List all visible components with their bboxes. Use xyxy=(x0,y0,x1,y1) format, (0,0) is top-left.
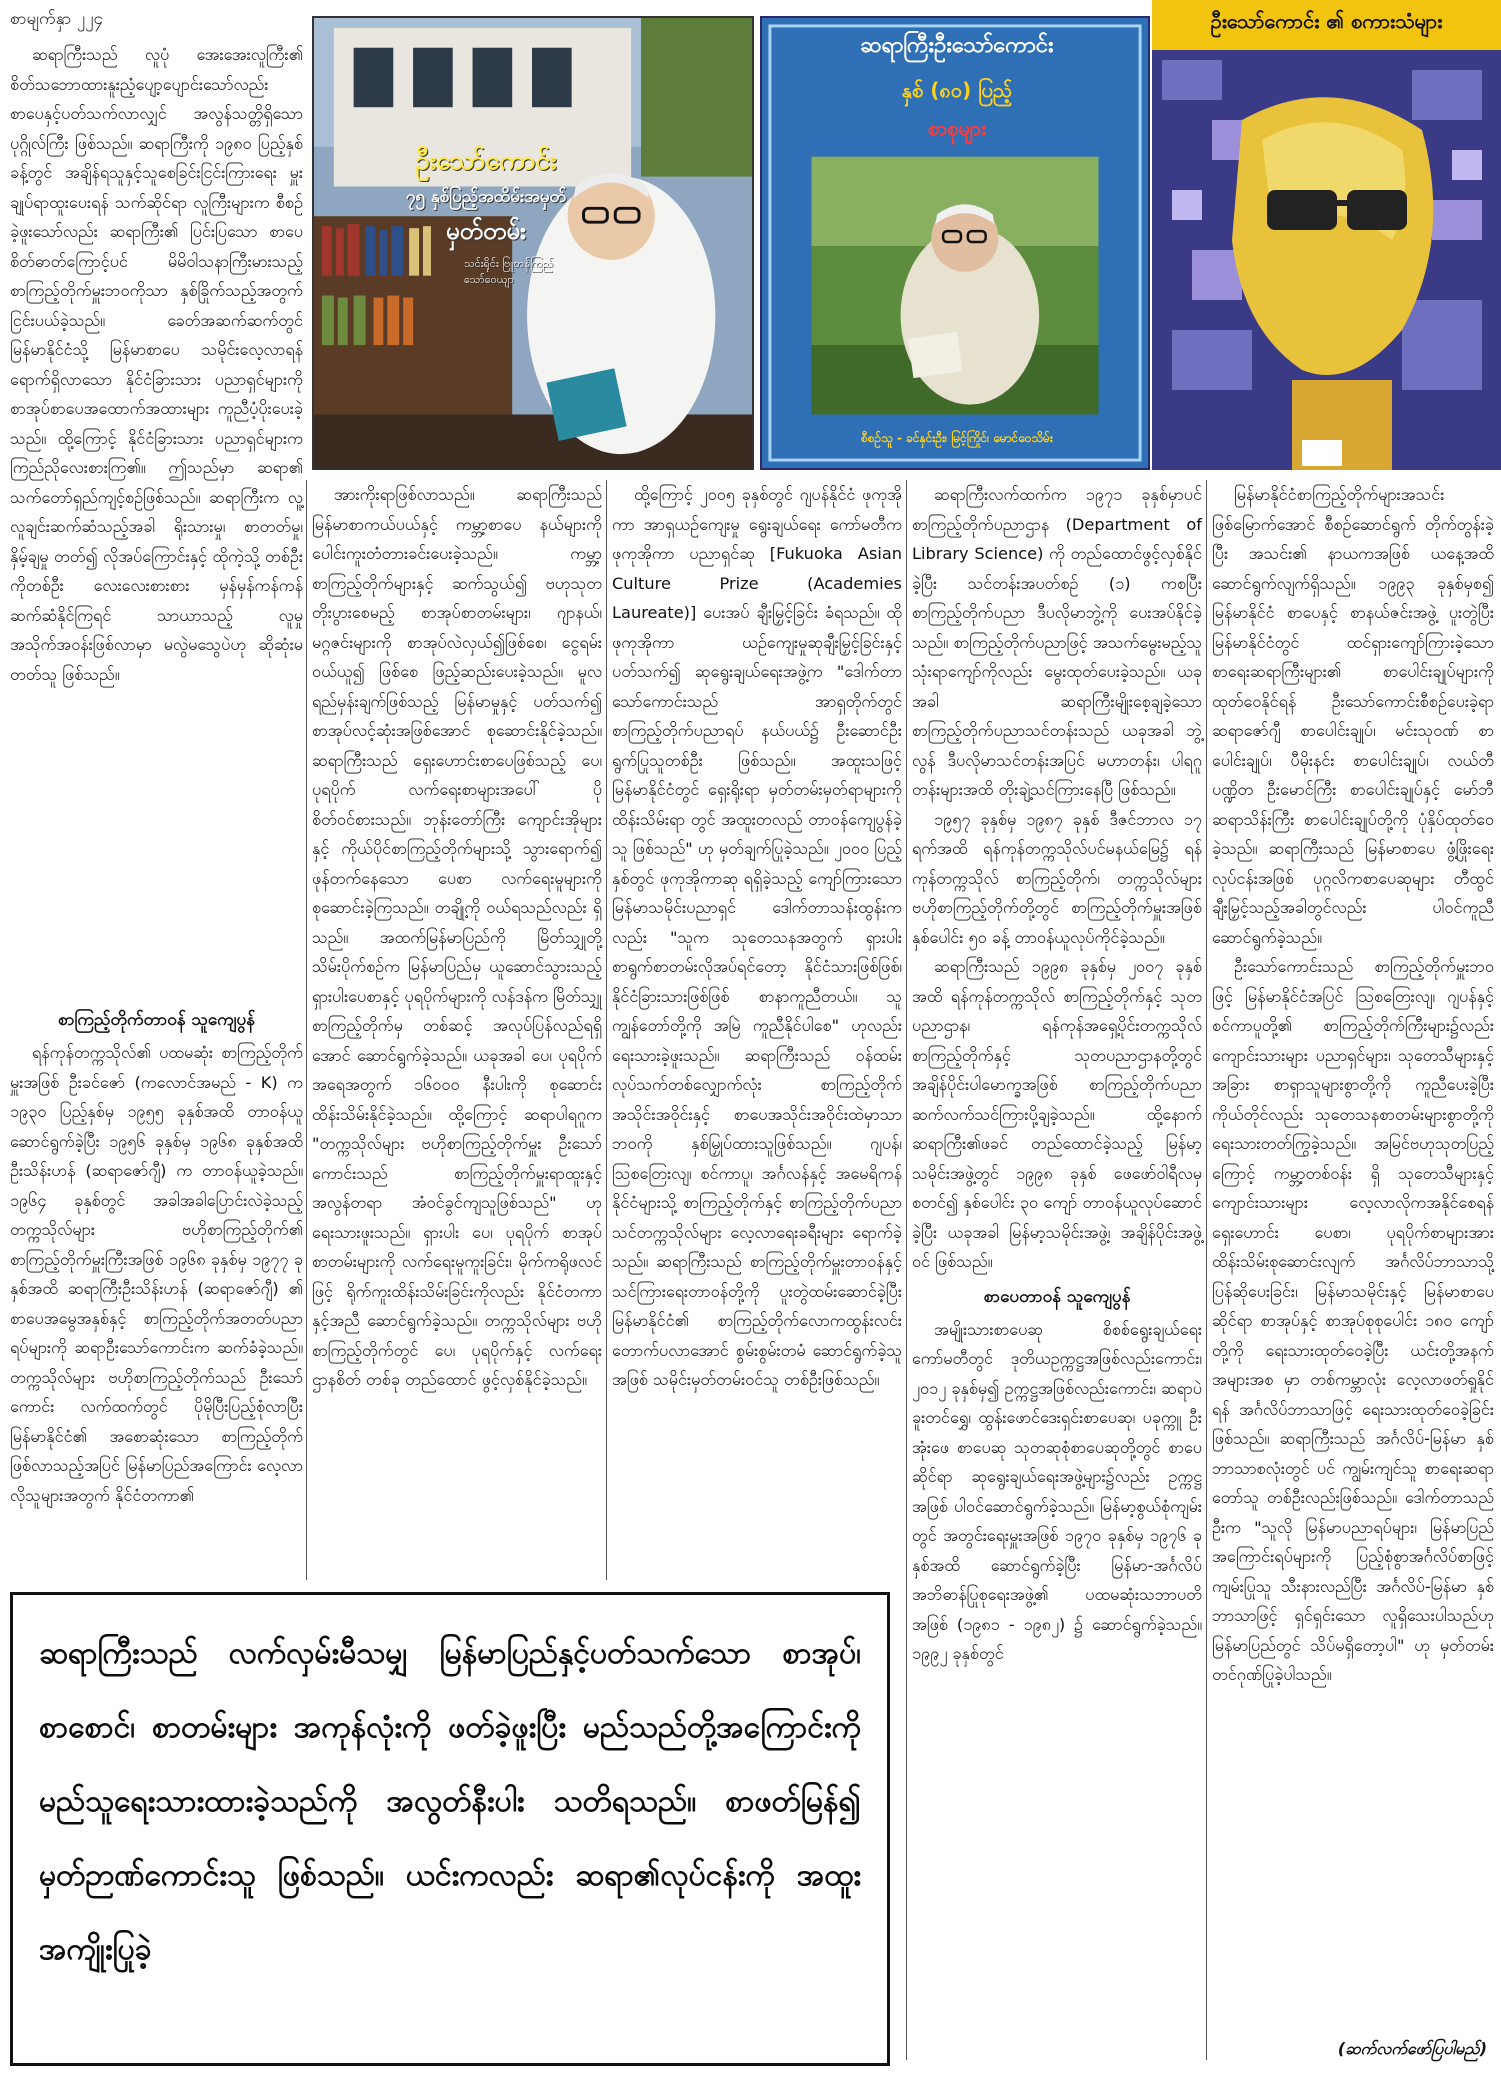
column-divider xyxy=(1206,480,1207,2060)
article-paragraph: ၁၉၅၇ ခုနှစ်မှ ၁၉၈၇ ခုနှစ် ဒီဇင်ဘာလ ၁၇ ရက်အထိ ရန်ကုန်တက္ကသိုလ်ပင်မနယ်မြေ၌ ရန်ကုန်တက္ကသိုလ် စာကြည့်တိုက်၊ တက္ကသိုလ်များ ဗဟိုစာကြည့်တိုက်တို့တွင် စာကြည့်တိုက်မှူးအဖြစ် နှစ်ပေါင်း ၅၀ ခန့် တာဝန်ယူလုပ်ကိုင်ခဲ့သည်။ xyxy=(912,809,1202,947)
article-paragraph: ဆရာကြီးသည် ၁၉၉၈ ခုနှစ်မှ ၂၀၀၇ ခုနှစ်အထိ ရန်ကုန်တက္ကသိုလ် စာကြည့်တိုက်နှင့် သုတပညာဌာန၊ ရန်ကုန်အရှေ့ပိုင်းတက္ကသိုလ် စာကြည့်တိုက်နှင့် သုတပညာဌာနတို့တွင် အချိန်ပိုင်းပါမောက္ခအဖြစ် စာကြည့်တိုက်ပညာ ဆက်လက်သင်ကြားပို့ချခဲ့သည်။ ထို့နောက် ဆရာကြီး၏ဖခင် တည်ထောင်ခဲ့သည့် မြန်မာ့သမိုင်းအဖွဲ့တွင် ၁၉၉၈ ခုနှစ် ဖေဖော်ဝါရီလမှစတင်၍ နှစ်ပေါင်း ၃၀ ကျော် တာဝန်ယူလုပ်ဆောင်ခဲ့ပြီး ယခုအခါ မြန်မာ့သမိုင်းအဖွဲ့၊ အချိန်ပိုင်းအဖွဲ့ဝင် ဖြစ်သည်။ xyxy=(912,957,1202,1271)
book1-side-label: သင်းရိုင်း ဗြူတန်ကြည် သော်ဝေယျာ xyxy=(464,257,554,286)
article-column-2 xyxy=(312,480,602,1395)
book2-title-line1: ဆရာကြီးဦးသော်ကောင်း xyxy=(860,33,1054,58)
article-paragraph: အမျိုးသားစာပေဆု စိစစ်ရွေးချယ်ရေးကော်မတီတွင် ဒုတိယဥက္ကဋ္ဌအဖြစ်လည်းကောင်း၊ ၂၀၁၂ ခုနှစ်မှ၍ ဥက္ကဋ္ဌအဖြစ်လည်းကောင်း၊ ဆရာပဲခူးတင်ရွှေ၊ ထွန်းဖောင်ဒေးရှင်းစာပေဆု၊ ပခုက္ကူ ဦးအုံးဖေ စာပေဆု သုတဆုစုံစာပေဆုတို့တွင် စာပေဆိုင်ရာ ဆုရွေးချယ်ရေးအဖွဲ့များ၌လည်း ဥက္ကဋ္ဌအဖြစ် ပါဝင်ဆောင်ရွက်ခဲ့သည်။ မြန်မာ့စွယ်စုံကျမ်းတွင် အတွင်းရေးမှူးအဖြစ် ၁၉၇၀ ခုနှစ်မှ ၁၉၇၆ ခုနှစ်အထိ ဆောင်ရွက်ခဲ့ပြီး မြန်မာ-အင်္ဂလိပ်အဘိဓာန်ပြုစုရေးအဖွဲ့၏ ပထမဆုံးသဘာပတိအဖြစ် (၁၉၈၁ - ၁၉၈၂) ၌ ဆောင်ရွက်ခဲ့သည်။ ၁၉၉၂ ခုနှစ်တွင် xyxy=(912,1319,1202,1663)
page-number: စာမျက်နှာ ၂၂၄ xyxy=(10,9,104,29)
book1-title-line1: ဦးသော်ကောင်း xyxy=(415,146,557,176)
article-column-4 xyxy=(912,480,1202,1669)
pull-quote-text: ဆရာကြီးသည် လက်လှမ်းမီသမျှ မြန်မာပြည်နှင့်ပတ်သက်သော စာအုပ်၊ စာစောင်၊ စာတမ်းများ အကုန်လုံးကို ဖတ်ခဲ့ဖူးပြီး မည်သည်တို့အကြောင်းကို မည်သူရေးသားထားခဲ့သည်ကို အလွတ်နီးပါး သတိရသည်။ စာဖတ်မြန်၍ မှတ်ဉာဏ်ကောင်းသူ ဖြစ်သည်။ ယင်းကလည်း ဆရာ၏လုပ်ငန်းကို အထူးအကျိုးပြုခဲ့ xyxy=(39,1636,861,1967)
column-divider xyxy=(606,480,607,1580)
section-heading-literature: စာပေတာဝန် သူကျေပွန် xyxy=(983,1286,1131,1307)
article-paragraph: ရန်ကုန်တက္ကသိုလ်၏ ပထမဆုံး စာကြည့်တိုက်မှူးအဖြစ် ဦးခင်ဇော် (ကလောင်အမည် - K) က ၁၉၃၀ ပြည့်နှစ်မှ ၁၉၅၅ ခုနှစ်အထိ တာဝန်ယူ ဆောင်ရွက်ခဲ့ပြီး ၁၉၅၆ ခုနှစ်မှ ၁၉၆၈ ခုနှစ်အထိ ဦးသိန်းဟန် (ဆရာဇော်ဂျီ) က တာဝန်ယူခဲ့သည်။ ၁၉၆၄ ခုနှစ်တွင် အခါအခါပြောင်းလဲခဲ့သည့် တက္ကသိုလ်များ ဗဟိုစာကြည့်တိုက်၏ စာကြည့်တိုက်မှူးကြီးအဖြစ် ၁၉၆၈ ခုနှစ်မှ ၁၉၇၇ ခုနှစ်အထိ ဆရာကြီးဦးသိန်းဟန် (ဆရာဇော်ဂျီ) ၏ စာပေအမွေအနှစ်နှင့် စာကြည့်တိုက်အတတ်ပညာရပ်များကို ဆရာဦးသော်ကောင်းက ဆက်ခံခဲ့သည်။ တက္ကသိုလ်များ ဗဟိုစာကြည့်တိုက်သည် ဦးသော်ကောင်း လက်ထက်တွင် ပိုမိုပြီးပြည့်စုံလာပြီး မြန်မာနိုင်ငံ၏ အစောဆုံးသော စာကြည့်တိုက်ဖြစ်လာသည့်အပြင် မြန်မာပြည်အကြောင်း လေ့လာလိုသူများအတွက် နိုင်ငံတကာ၏ xyxy=(10,1043,303,1505)
article-paragraph: အားကိုးရာဖြစ်လာသည်။ ဆရာကြီးသည် မြန်မာစာကယ်ပယ်နှင့် ကမ္ဘာ့စာပေ နယ်များကို ပေါင်းကူးတံတားခင်းပေးခဲ့သည်။ ကမ္ဘာ့စာကြည့်တိုက်များနှင့် ဆက်သွယ်၍ ဗဟုသုတတိုးပွားစေမည့် စာအုပ်စာတမ်းများ၊ ဂျာနယ်၊ မဂ္ဂဇင်းများကို စာအုပ်လဲလှယ်၍ဖြစ်စေ၊ ငွေရမ်းဝယ်ယူ၍ ဖြစ်စေ ဖြည့်ဆည်းပေးခဲ့သည်။ မူလ ရည်မှန်းချက်ဖြစ်သည့် မြန်မာမှုနှင့် ပတ်သက်၍ စာအုပ်လင့်ဆုံးအဖြစ်အောင် စုဆောင်းနိုင်ခဲ့သည်။ ဆရာကြီးသည် ရှေးဟောင်းစာပေဖြစ်သည့် ပေ၊ ပုရပိုက် လက်ရေးစာများအပေါ် ပိုစိတ်ဝင်စားသည်။ ဘုန်းတော်ကြီး ကျောင်းအိုများ နှင့် ကိုယ်ပိုင်စာကြည့်တိုက်များသို့ သွားရောက်၍ ဖုန်တက်နေသော ပေစာ လက်ရေးမူများကို စုဆောင်းခဲ့ကြသည်။ တချို့ကို ဝယ်ရသည်လည်း ရှိသည်။ အထက်မြန်မာပြည်ကို မြိတ်သျှုတို့ သိမ်းပိုက်စဉ်က မြန်မာပြည်မှ ယူဆောင်သွားသည့် ရှားပါးပေစာနှင့် ပုရပိုက်များကို လန်ဒန်က မြိတ်သျှုစာကြည့်တိုက်မှ တစ်ဆင့် အလုပ်ပြန်လည်ရရှိအောင် ဆောင်ရွက်ခဲ့သည်။ ယခုအခါ ပေ၊ ပုရပိုက် အရေအတွက် ၁၆၀၀၀ နီးပါးကို စုဆောင်းထိန်းသိမ်းနိုင်ခဲ့သည်။ ထို့ကြောင့် ဆရာပါရဂူက "တက္ကသိုလ်များ ဗဟိုစာကြည့်တိုက်မှူး ဦးသော်ကောင်းသည် စာကြည့်တိုက်မှူးရာထူးနှင့် အလွန်တရာ အံဝင်ခွင်ကျသူဖြစ်သည်" ဟု ရေးသားဖူးသည်။ ရှားပါး ပေ၊ ပုရပိုက် စာအုပ်စာတမ်းများကို လက်ရေးမူကူးခြင်း၊ မိုက်ကရိုဖလင်ဖြင့် ရိုက်ကူးထိန်းသိမ်းခြင်းကိုလည်း နိုင်ငံတကာနှင့်အညီ ဆောင်ရွက်ခဲ့သည်။ တက္ကသိုလ်များ ဗဟိုစာကြည့်တိုက်တွင် ပေ၊ ပုရပိုက်နှင့် လက်ရေးဌာနစိတ် တစ်ခု တည်ထောင် ဖွင့်လှစ်နိုင်ခဲ့သည်။ xyxy=(312,485,602,1389)
article-column-1-lower xyxy=(10,1000,303,1510)
book-cover-illustration-3 xyxy=(1152,0,1501,470)
article-column-5 xyxy=(1212,480,1494,1690)
article-column-1 xyxy=(10,40,303,689)
article-paragraph: ဆရာကြီးလက်ထက်က ၁၉၇၁ ခုနှစ်မှာပင် စာကြည့်တိုက်ပညာဌာန (Department of Library Science) ကို တည်ထောင်ဖွင့်လှစ်နိုင်ခဲ့ပြီး သင်တန်းအပတ်စဉ် (၁) ကစပြီး စာကြည့်တိုက်ပညာ ဒီပလိုမာဘွဲ့ကို ပေးအပ်နိုင်ခဲ့သည်။ စာကြည့်တိုက်ပညာဖြင့် အသက်မွေးမည့်သူ သုံးရာကျော်ကိုလည်း မွေးထုတ်ပေးခဲ့သည်။ ယခုအခါ ဆရာကြီးမျိုးစေ့ချခဲ့သော စာကြည့်တိုက်ပညာသင်တန်းသည် ယခုအခါ ဘွဲ့လွန် ဒီပလိုမာသင်တန်းအပြင် မဟာတန်း၊ ပါရဂူတန်းများအထိ တိုးချဲ့သင်ကြားနေပြီ ဖြစ်သည်။ xyxy=(912,485,1202,799)
article-paragraph: ထို့ကြောင့် ၂၀၀၅ ခုနှစ်တွင် ဂျပန်နိုင်ငံ ဖုကုအိုကာ အာရှယဉ်ကျေးမှု ရွေးချယ်ရေး ကော်မတီက ဖုကုအိုကာ ပညာရှင်ဆု [Fukuoka Asian Culture Prize (Academies Laureate)] ပေးအပ် ချီးမြှင့်ခြင်း ခံရသည်။ ထိုဖုကုအိုကာ ယဉ်ကျေးမှုဆုချီးမြှင့်ခြင်းနှင့် ပတ်သက်၍ ဆုရွေးချယ်ရေးအဖွဲ့က "ဒေါက်တာ သော်ကောင်းသည် အာရှတိုက်တွင် စာကြည့်တိုက်ပညာရပ် နယ်ပယ်၌ ဦးဆောင်ဦးရွက်ပြုသူတစ်ဦး ဖြစ်သည်။ အထူးသဖြင့် မြန်မာနိုင်ငံတွင် ရှေးရိုးရာ မှတ်တမ်းမှတ်ရာများကို ထိန်းသိမ်းရာ တွင် အထူးတလည် တာဝန်ကျေပွန်ခဲ့သူ ဖြစ်သည်" ဟု မှတ်ချက်ပြုခဲ့သည်။ ၂၀၀၀ ပြည့်နှစ်တွင် ဖုကုအိုကာဆု ရရှိခဲ့သည့် ကျော်ကြားသော မြန်မာသမိုင်းပညာရှင် ဒေါက်တာသန်းထွန်းကလည်း "သူက သုတေသနအတွက် ရှားပါးစာရွက်စာတမ်းလိုအပ်ရင်တော့ နိုင်ငံသားဖြစ်ဖြစ်၊ နိုင်ငံခြားသားဖြစ်ဖြစ် စာနာကူညီတယ်။ သူ ကျွန်တော်တို့ကို အမြဲ ကူညီနိုင်ပါစေ" ဟုလည်း ရေးသားခဲ့ဖူးသည်။ ဆရာကြီးသည် ဝန်ထမ်းလုပ်သက်တစ်လျှောက်လုံး စာကြည့်တိုက်အသိုင်းအဝိုင်းနှင့် စာပေအသိုင်းအဝိုင်းထဲမှာသာ ဘဝကို နှစ်မြှုပ်ထားသူဖြစ်သည်။ ဂျပန်၊ ဩစတြေးလျ၊ စင်ကာပူ၊ အင်္ဂလန်နှင့် အမေရိကန်နိုင်ငံများသို့ စာကြည့်တိုက်နှင့် စာကြည့်တိုက်ပညာသင်တက္ကသိုလ်များ လေ့လာရေးခရီးများ ရောက်ခဲ့သည်။ ဆရာကြီးသည် စာကြည့်တိုက်မှူးတာဝန်နှင့် သင်ကြားရေးတာဝန်တို့ကို ပူးတွဲထမ်းဆောင်ခဲ့ပြီး မြန်မာနိုင်ငံ၏ စာကြည့်တိုက်လောကထွန်းလင်းတောက်ပလာအောင် စွမ်းစွမ်းတမံ ဆောင်ရွက်ခဲ့သူအဖြစ် သမိုင်းမှတ်တမ်းဝင်သူ တစ်ဦးဖြစ်သည်။ xyxy=(612,485,902,1389)
book1-title-block xyxy=(336,143,636,251)
book2-title-line3: စာစုများ xyxy=(927,116,987,140)
book-cover-photo-1 xyxy=(312,16,754,470)
column-divider xyxy=(906,480,907,2060)
book1-title-line2: ၇၅ နှစ်ပြည့်အထိမ်းအမှတ် xyxy=(405,187,567,207)
book3-title: ဦးသော်ကောင်း ၏ စကားသံများ xyxy=(1210,9,1443,33)
section-heading-library: စာကြည့်တိုက်တာဝန် သူကျေပွန် xyxy=(58,1010,255,1030)
article-paragraph: ဦးသော်ကောင်းသည် စာကြည့်တိုက်မှူးဘဝဖြင့် မြန်မာနိုင်ငံအပြင် ဩစတြေးလျ၊ ဂျပန်နှင့် စင်ကာပူတို့၏ စာကြည့်တိုက်ကြီးများ၌လည်း ကျောင်းသားများ ပညာရှင်များ၊ သုတေသီများနှင့် အခြား စာရှာသူများစွာတို့ကို ကူညီပေးခဲ့ပြီး ကိုယ်တိုင်လည်း သုတေသနစာတမ်းများစွာတို့ကို ရေးသားတတ်ကြွခဲ့သည်။ အမြင်ဗဟုသုတပြည့်ကြောင့် ကမ္ဘာ့တစ်ဝန်း ရှိ သုတေသီများနှင့် ကျောင်းသားများ လေ့လာလိုကအနိုင်စေရန် ရှေးဟောင်း ပေစာ၊ ပုရပိုက်စာများအား ထိန်းသိမ်းစုဆောင်းလျက် အင်္ဂလိပ်ဘာသာသို့ ပြန်ဆိုပေးခြင်း၊ မြန်မာသမိုင်းနှင့် မြန်မာစာပေဆိုင်ရာ စာအုပ်နှင့် စာအုပ်စုစုပေါင်း ၁၈၀ ကျော်တို့ကို ရေးသားထုတ်ဝေခဲ့ပြီး ယင်းတို့အနက် အများအစ မှာ တစ်ကမ္ဘာလုံး လေ့လာဖတ်ရှုနိုင်ရန် အင်္ဂလိပ်ဘာသာဖြင့် ရေးသားထုတ်ဝေခဲ့ခြင်း ဖြစ်သည်။ ဆရာကြီးသည် အင်္ဂလိပ်-မြန်မာ နှစ်ဘာသာစလုံးတွင် ပင် ကျွမ်းကျင်သူ စာရေးဆရာတော်သူ တစ်ဦးလည်းဖြစ်သည်။ ဒေါက်တာသည်ဦးက "သူလို မြန်မာပညာရပ်များ၊ မြန်မာပြည်အကြောင်းရပ်များကို ပြည့်စုံစွာအင်္ဂလိပ်စာဖြင့်ကျမ်းပြုသူ သီးနားလည်ပြီး အင်္ဂလိပ်-မြန်မာ နှစ်ဘာသာဖြင့် ရှင်ရှင်းသော လူရှိသေးပါသည်ဟု မြန်မာပြည်တွင် သိပ်မရှိတော့ပါ" ဟု မှတ်တမ်းတင်ဂုဏ်ပြုခဲ့ပါသည်။ xyxy=(1212,957,1494,1684)
article-column-3 xyxy=(612,480,902,1395)
book-cover-photo-2 xyxy=(760,16,1150,470)
book2-title-line2: နှစ် (၈၀) ပြည့် xyxy=(901,78,1013,102)
column-divider xyxy=(306,480,307,1580)
book-cover-photo-3 xyxy=(1152,0,1501,470)
article-paragraph: မြန်မာနိုင်ငံစာကြည့်တိုက်များအသင်း ဖြစ်မြောက်အောင် စီစဉ်ဆောင်ရွက် တိုက်တွန်းခဲ့ပြီး အသင်း၏ နာယကအဖြစ် ယနေ့အထိ ဆောင်ရွက်လျက်ရှိသည်။ ၁၉၉၃ ခုနှစ်မှစ၍ မြန်မာနိုင်ငံ စာပေနှင့် စာနယ်ဇင်းအဖွဲ့ ပူးတွဲပြီး မြန်မာနိုင်ငံတွင် ထင်ရှားကျော်ကြားခဲ့သော စာရေးဆရာကြီးများ၏ စာပေါင်းချုပ်များကို ထုတ်ဝေနိုင်ရန် ဦးသော်ကောင်းစီစဉ်ပေးခဲ့ရာ ဆရာဇော်ဂျီ စာပေါင်းချုပ်၊ မင်းသုဝဏ် စာပေါင်းချုပ်၊ ပီမိုးနင်း စာပေါင်းချုပ်၊ လယ်တီပဏ္ဍိတ ဦးမောင်ကြီး စာပေါင်းချုပ်နှင့် မော်ဘီဆရာသိန်းကြီး စာပေါင်းချုပ်တို့ကို ပုံနှိပ်ထုတ်ဝေခဲ့သည်။ ဆရာကြီးသည် မြန်မာစာပေ ဖွံ့ဖြိုးရေးလုပ်ငန်းအဖြစ် ပုဂ္ဂလိကစာပေဆုများ တီထွင်ချီးမြှင့်သည့်အခါတွင်လည်း ပါဝင်ကူညီဆောင်ရွက်ခဲ့သည်။ xyxy=(1212,485,1494,947)
book1-title-line3: မှတ်တမ်း xyxy=(445,217,527,245)
book2-footer: စီစဉ်သူ - ခင်နှင်းဦး၊ မြင့်ကြိုင်၊ မောင်ဝေသိမ်း xyxy=(861,431,1053,445)
continued-note: (ဆက်လက်ဖော်ပြပါမည်) xyxy=(1337,2039,1487,2058)
article-paragraph: ဆရာကြီးသည် လူပုံ အေးအေးလူကြီး၏ စိတ်သဘောထားနူးညံ့ပျော့ပျောင်းသော်လည်း စာပေနှင့်ပတ်သက်လာလျှင် အလွန်သတ္တိရှိသော ပုဂ္ဂိုလ်ကြီး ဖြစ်သည်။ ဆရာကြီးကို ၁၉၈၀ ပြည့်နှစ်ခန့်တွင် အချိန်ရသူနှင့်သူစေခြင်းငြင်းကြားရေး မှူးချုပ်ရာထူးပေးရန် သက်ဆိုင်ရာ လူကြီးများက စီစဉ်ခဲ့ဖူးသော်လည်း ဆရာကြီး၏ ပြင်းပြသော စာပေစိတ်ဓာတ်ကြောင့်ပင် မိမိဝါသနာကြီးမားသည့် စာကြည့်တိုက်မှူးဘဝကိုသာ နှစ်ခြိုက်သည့်အတွက် ငြင်းပယ်ခဲ့သည်။ ခေတ်အဆက်ဆက်တွင် မြန်မာနိုင်ငံသို့ မြန်မာစာပေ သမိုင်းလေ့လာရန်ရောက်ရှိလာသော နိုင်ငံခြားသား ပညာရှင်များကို စာအုပ်စာပေအထောက်အထားများ ကူညီပံ့ပိုးပေးခဲ့သည်။ ထို့ကြောင့် နိုင်ငံခြားသား ပညာရှင်များက ကြည်ညိုလေးစားကြ၏။ ဤသည်မှာ ဆရာ၏ သက်တော်ရှည်ကျင့်စဉ်ဖြစ်သည်။ ဆရာကြီးက လူ့လူချင်းဆက်ဆံသည့်အခါ ရိုးသားမှု၊ စာတတ်မှု၊ နှိမ့်ချမှု တတ်၍ လိုအပ်ကြောင်းနှင့် ထိုကဲ့သို့ တစ်ဦးကိုတစ်ဦး လေးလေးစားစား မှန်မှန်ကန်ကန် ဆက်ဆံနိုင်ကြရင် သာယာသည့် လူမှု အသိုက်အဝန်းဖြစ်လာမှာ မလွဲမသွေပဲဟု ဆိုဆုံးမတတ်သူ ဖြစ်သည်။ xyxy=(10,45,303,684)
pull-quote-box xyxy=(10,1592,890,2066)
book2-title-block xyxy=(762,30,1150,145)
